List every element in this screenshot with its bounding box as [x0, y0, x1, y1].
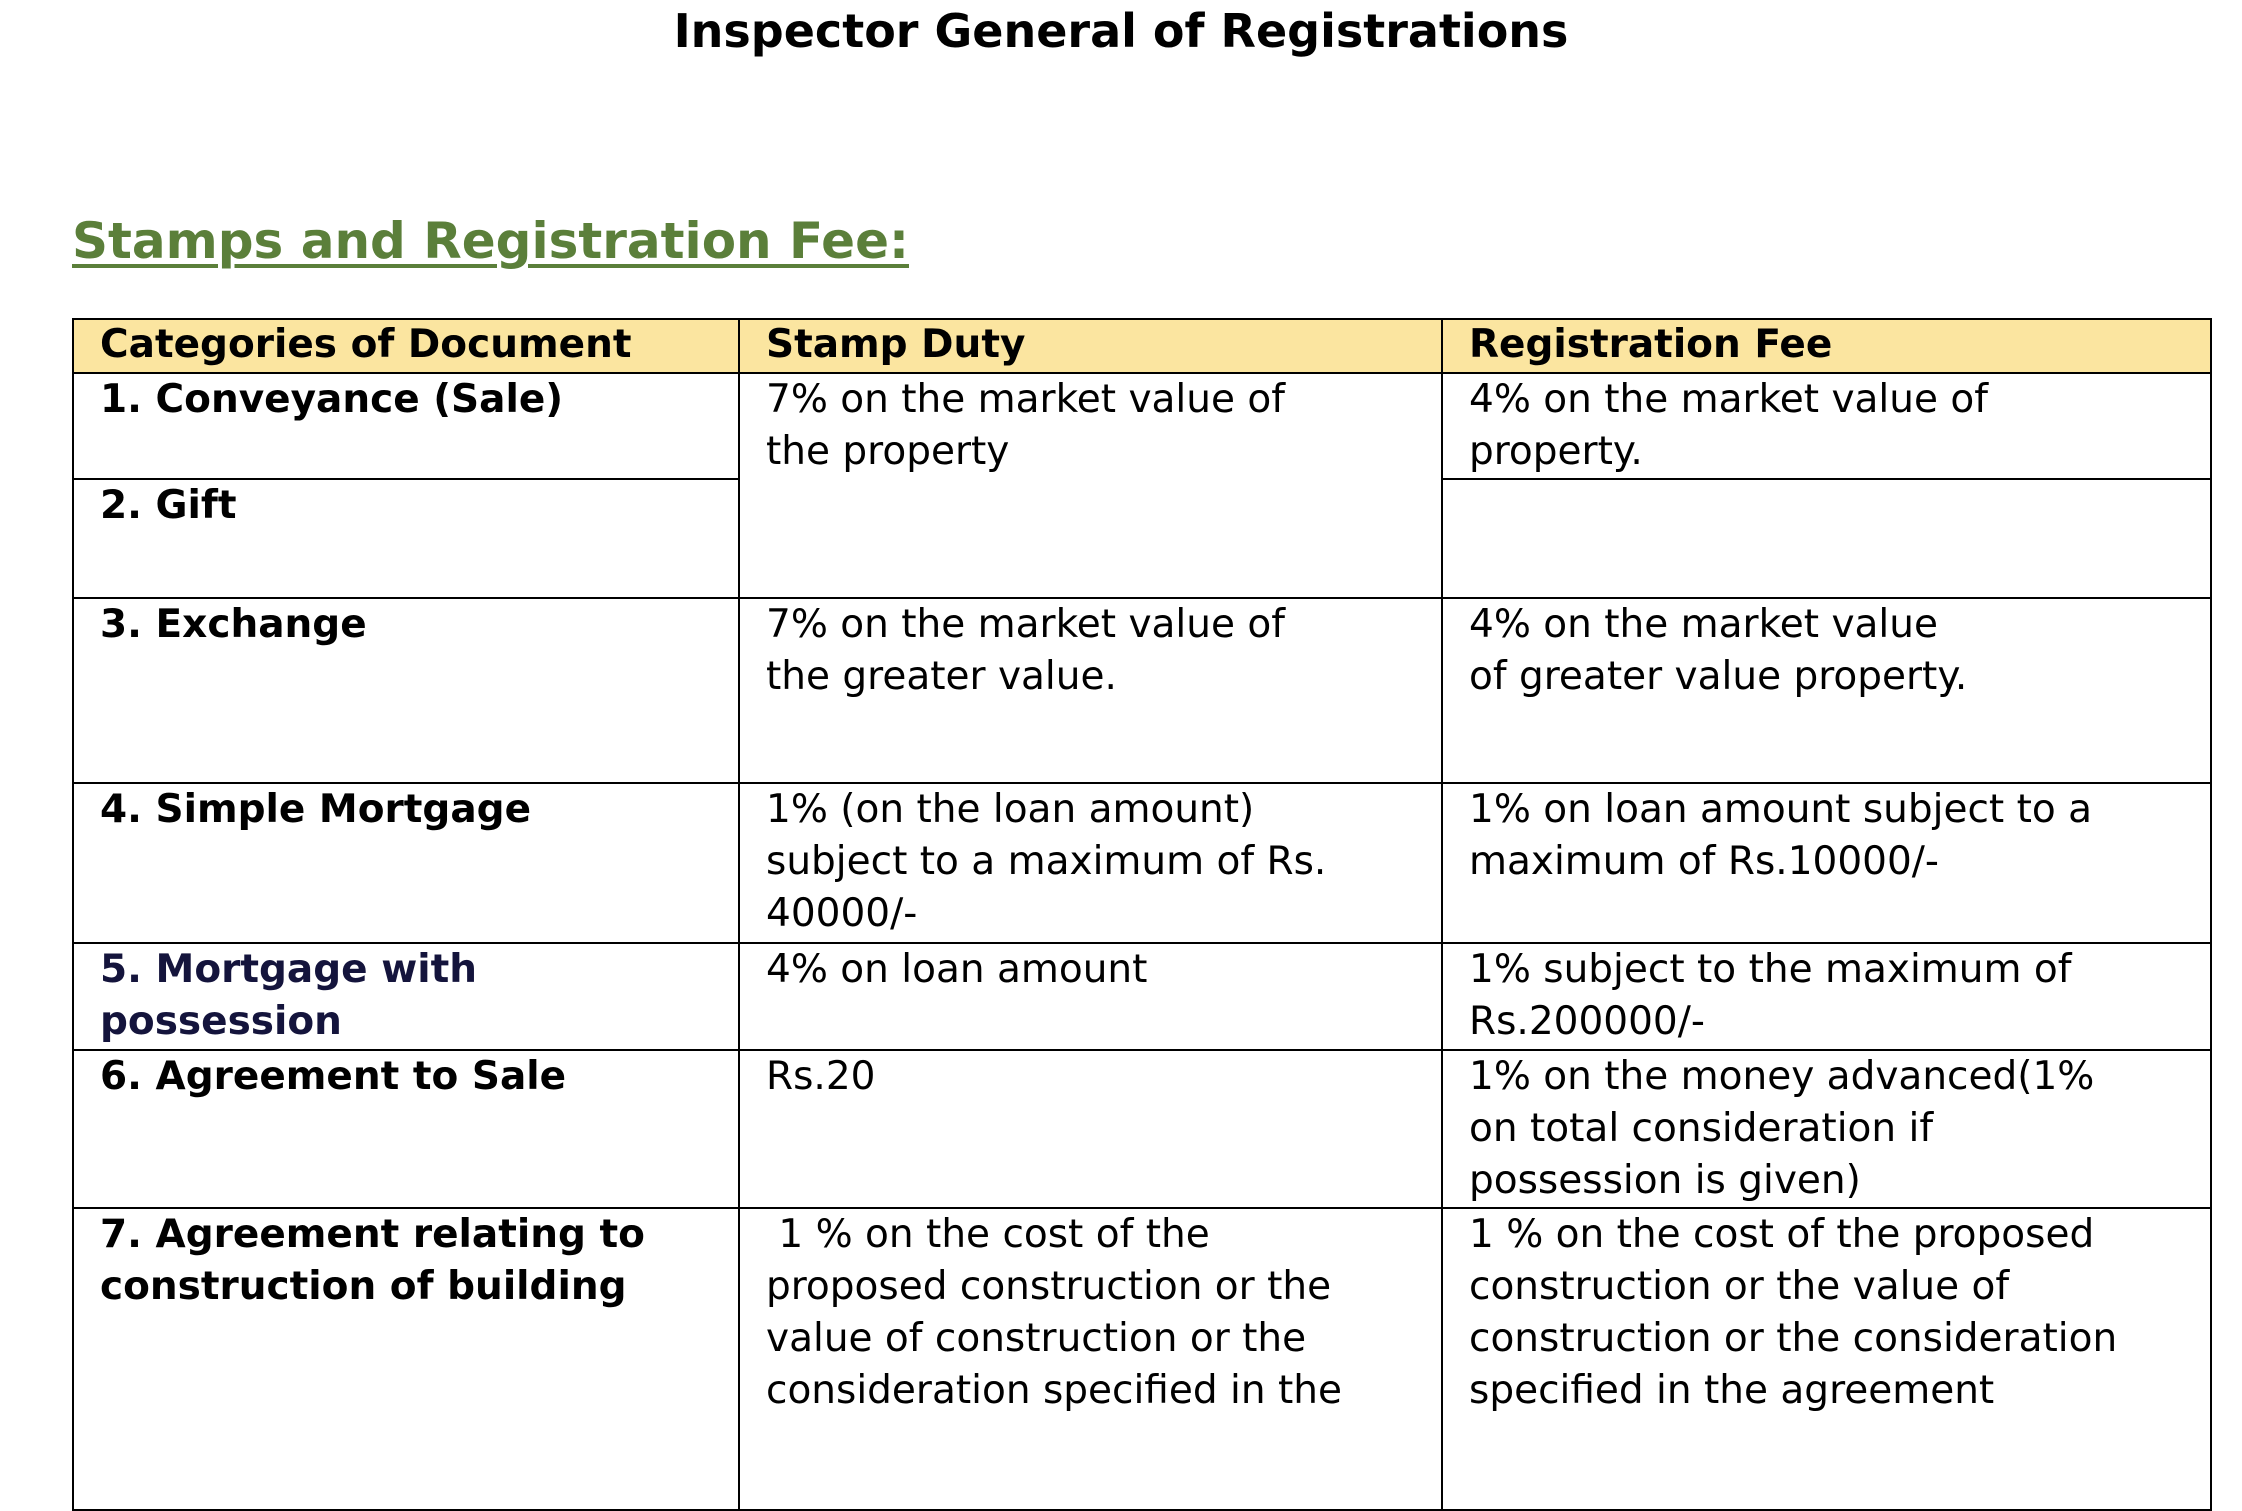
registration-fee-cell — [1442, 1050, 2211, 1208]
fee-table — [72, 318, 2212, 1511]
stamp-duty-cell — [739, 598, 1442, 783]
header-stamp-duty: Stamp Duty — [739, 319, 1442, 373]
cell-line: 4% on loan amount — [766, 947, 1148, 992]
page-title: Inspector General of Registrations — [673, 4, 1569, 58]
cell-line: Rs.20 — [766, 1054, 876, 1099]
section-heading: Stamps and Registration Fee: — [72, 212, 909, 270]
category-cell — [73, 598, 739, 783]
cell-line: construction or the value of — [1469, 1264, 2010, 1309]
category-cell — [73, 943, 739, 1050]
table-row — [73, 373, 2211, 479]
cell-line: the property — [766, 429, 1010, 474]
registration-fee-cell — [1442, 1208, 2211, 1510]
category-cell — [73, 1208, 739, 1510]
table-row — [73, 1050, 2211, 1208]
cell-line: of greater value property. — [1469, 654, 1968, 699]
cell-line: proposed construction or the — [766, 1264, 1332, 1309]
cell-line: 1% subject to the maximum of — [1469, 947, 2072, 992]
cell-line: on total consideration if — [1469, 1106, 1934, 1151]
cell-line: 40000/- — [766, 891, 918, 936]
cell-line: 2. Gift — [100, 483, 237, 528]
cell-line: 4% on the market value of — [1469, 377, 1988, 422]
stamp-duty-cell — [739, 943, 1442, 1050]
cell-line: property. — [1469, 429, 1643, 474]
cell-line: value of construction or the — [766, 1316, 1307, 1361]
registration-fee-cell — [1442, 783, 2211, 943]
registration-fee-cell — [1442, 598, 2211, 783]
header-registration-fee: Registration Fee — [1442, 319, 2211, 373]
cell-line: 7% on the market value of — [766, 602, 1285, 647]
cell-line: 1 % on the cost of the proposed — [1469, 1212, 2095, 1257]
registration-fee-cell — [1442, 943, 2211, 1050]
table-header-row — [73, 319, 2211, 373]
cell-line: 1 % on the cost of the — [766, 1212, 1210, 1257]
cell-line: the greater value. — [766, 654, 1117, 699]
cell-line: 1% (on the loan amount) — [766, 787, 1255, 832]
table-row — [73, 598, 2211, 783]
category-cell — [73, 479, 739, 598]
category-cell — [73, 1050, 739, 1208]
cell-line: consideration specified in the — [766, 1368, 1342, 1413]
cell-line: subject to a maximum of Rs. — [766, 839, 1327, 884]
cell-line: construction of building — [100, 1264, 627, 1309]
cell-line: 5. Mortgage with — [100, 947, 477, 992]
cell-line: possession — [100, 999, 342, 1044]
cell-line: 1% on loan amount subject to a — [1469, 787, 2093, 832]
cell-line: Rs.200000/- — [1469, 999, 1705, 1044]
cell-line: 1% on the money advanced(1% — [1469, 1054, 2095, 1099]
cell-line: 6. Agreement to Sale — [100, 1054, 567, 1099]
stamp-duty-cell — [739, 1208, 1442, 1510]
table-row — [73, 1208, 2211, 1510]
header-category: Categories of Document — [73, 319, 739, 373]
cell-line: 4% on the market value — [1469, 602, 1938, 647]
registration-fee-cell — [1442, 373, 2211, 479]
registration-fee-cell — [1442, 479, 2211, 598]
stamp-duty-cell — [739, 783, 1442, 943]
cell-line: possession is given) — [1469, 1158, 1861, 1203]
stamp-duty-cell — [739, 373, 1442, 598]
category-cell — [73, 783, 739, 943]
cell-line: construction or the consideration — [1469, 1316, 2118, 1361]
cell-line: maximum of Rs.10000/- — [1469, 839, 1939, 884]
cell-line: 3. Exchange — [100, 602, 367, 647]
table-row — [73, 783, 2211, 943]
cell-line: 7% on the market value of — [766, 377, 1285, 422]
cell-line: 4. Simple Mortgage — [100, 787, 532, 832]
cell-line: 1. Conveyance (Sale) — [100, 377, 564, 422]
stamp-duty-cell — [739, 1050, 1442, 1208]
cell-line: specified in the agreement — [1469, 1368, 1995, 1413]
category-cell — [73, 373, 739, 479]
cell-line: 7. Agreement relating to — [100, 1212, 645, 1257]
table-row — [73, 943, 2211, 1050]
